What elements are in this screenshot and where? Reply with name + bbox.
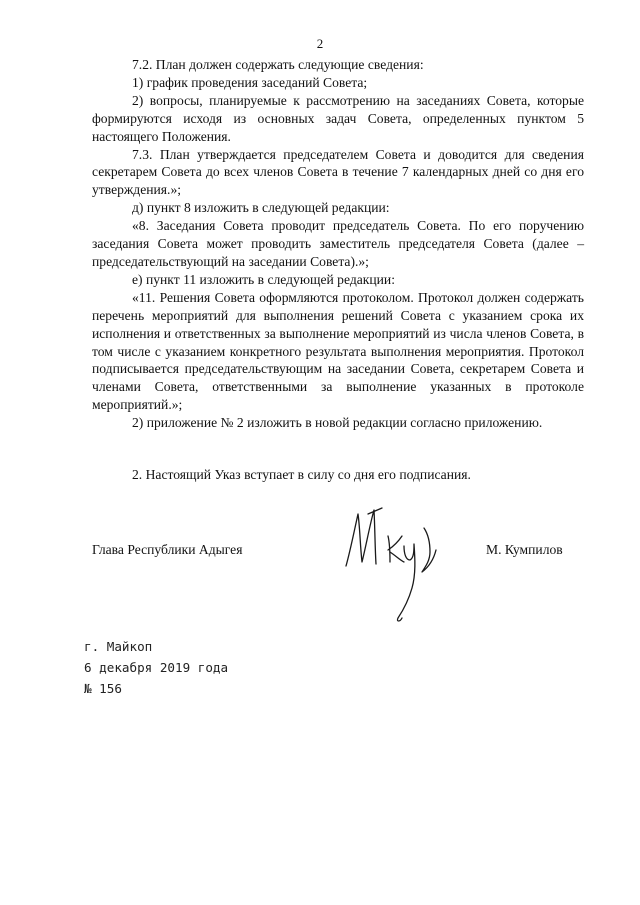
document-footer xyxy=(84,636,228,699)
issue-date: 6 декабря 2019 года xyxy=(84,660,229,675)
paragraph-e: е) пункт 11 изложить в следующей редакции: xyxy=(132,271,395,287)
decree-number: № 156 xyxy=(84,681,122,696)
signatory-name: М. Кумпилов xyxy=(486,542,563,557)
paragraph-7-2: 7.2. План должен содержать следующие сведения: xyxy=(132,57,424,72)
document-body xyxy=(92,56,584,484)
paragraph-11-quote: «11. Решения Совета оформляются протоколом. Протокол должен содержать перечень мероприятий для выполнения решений Совета с указанием срока их исполнения и ответственных за выполнение мероприятий из числа членов Совета, в том числе с указанием конкретного результата выполнения мероприятия. Протокол подписывается председательствующим на заседании Совета, секретарем Совета и членами Совета, ответственными за выполнение указанных в протоколе мероприятий.»; xyxy=(92,289,584,413)
issue-city: г. Майкоп xyxy=(84,639,153,654)
paragraph-item-2: 2) вопросы, планируемые к рассмотрению на заседаниях Совета, которые формируются исходя из основных задач Совета, определенных пунктом 5 настоящего Положения. xyxy=(92,92,584,144)
paragraph-7-3: 7.3. План утверждается председателем Совета и доводится для сведения секретарем Совета до всех членов Совета в течение 7 календарных дней со дня его утверждения.»; xyxy=(92,146,584,198)
handwritten-signature xyxy=(338,500,468,630)
paragraph-item-1: 1) график проведения заседаний Совета; xyxy=(132,74,368,90)
signatory-title: Глава Республики Адыгея xyxy=(92,542,243,557)
paragraph-d: д) пункт 8 изложить в следующей редакции: xyxy=(132,200,390,216)
page-number: 2 xyxy=(316,36,324,51)
paragraph-appendix: 2) приложение № 2 изложить в новой редакции согласно приложению. xyxy=(132,415,543,431)
paragraph-8-quote: «8. Заседания Совета проводит председатель Совета. По его поручению заседания Совета может проводить заместитель председателя Совета (далее – председательствующий на заседании Совета).»; xyxy=(92,218,584,269)
paragraph-effective: 2. Настоящий Указ вступает в силу со дня его подписания. xyxy=(132,467,471,483)
